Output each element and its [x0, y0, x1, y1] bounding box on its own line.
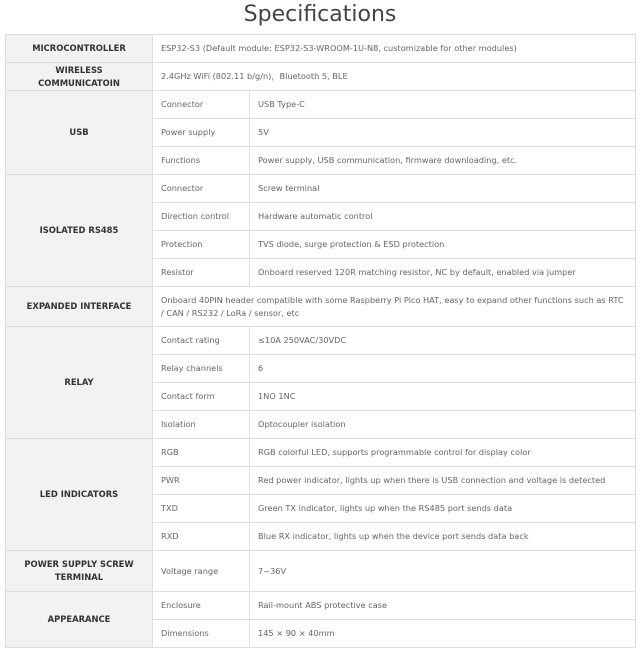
spec-value: 2.4GHz WiFi (802.11 b/g/n)，Bluetooth 5, BLE	[153, 63, 636, 91]
spec-value: ESP32-S3 (Default module: ESP32-S3-WROOM-1U-N8, customizable for other modules)	[153, 35, 636, 63]
spec-value: 6	[250, 355, 636, 383]
spec-label: Protection	[153, 231, 250, 259]
spec-label: Direction control	[153, 203, 250, 231]
spec-row	[6, 439, 636, 467]
spec-value: Rail-mount ABS protective case	[250, 592, 636, 620]
spec-value: Red power indicator, lights up when there is USB connection and voltage is detected	[250, 467, 636, 495]
spec-value: TVS diode, surge protection & ESD protection	[250, 231, 636, 259]
spec-row	[6, 327, 636, 355]
category-power-supply-screw-terminal: POWER SUPPLY SCREW TERMINAL	[6, 551, 153, 592]
spec-row	[6, 35, 636, 63]
spec-value: RGB colorful LED, supports programmable control for display color	[250, 439, 636, 467]
category-usb: USB	[6, 91, 153, 175]
spec-label: PWR	[153, 467, 250, 495]
spec-value: Optocoupler isolation	[250, 411, 636, 439]
spec-value: USB Type-C	[250, 91, 636, 119]
spec-row	[6, 551, 636, 592]
category-relay: RELAY	[6, 327, 153, 439]
spec-row	[6, 91, 636, 119]
spec-value: 1NO 1NC	[250, 383, 636, 411]
spec-row	[6, 63, 636, 91]
spec-label: Dimensions	[153, 620, 250, 648]
category-isolated-rs485: ISOLATED RS485	[6, 175, 153, 287]
spec-row	[6, 287, 636, 327]
category-appearance: APPEARANCE	[6, 592, 153, 648]
spec-label: Isolation	[153, 411, 250, 439]
spec-label: Voltage range	[153, 551, 250, 592]
spec-row	[6, 592, 636, 620]
spec-value: 7~36V	[250, 551, 636, 592]
category-wireless-communicatoin: WIRELESS COMMUNICATOIN	[6, 63, 153, 91]
spec-label: RXD	[153, 523, 250, 551]
spec-label: TXD	[153, 495, 250, 523]
spec-value: Blue RX indicator, lights up when the device port sends data back	[250, 523, 636, 551]
spec-label: Power supply	[153, 119, 250, 147]
spec-label: Enclosure	[153, 592, 250, 620]
spec-value: ≤10A 250VAC/30VDC	[250, 327, 636, 355]
spec-value: Hardware automatic control	[250, 203, 636, 231]
spec-row	[6, 175, 636, 203]
category-led-indicators: LED INDICATORS	[6, 439, 153, 551]
spec-label: Contact form	[153, 383, 250, 411]
page-title: Specifications	[243, 2, 397, 27]
spec-label: Functions	[153, 147, 250, 175]
spec-value: Screw terminal	[250, 175, 636, 203]
spec-value: Power supply, USB communication, firmware downloading, etc.	[250, 147, 636, 175]
spec-label: Connector	[153, 91, 250, 119]
spec-value: Green TX indicator, lights up when the RS485 port sends data	[250, 495, 636, 523]
spec-value: 5V	[250, 119, 636, 147]
spec-label: Connector	[153, 175, 250, 203]
spec-value: Onboard 40PIN header compatible with some Raspberry Pi Pico HAT, easy to expand other functions such as RTC / CAN / RS232 / LoRa / sensor, etc	[153, 287, 636, 327]
category-microcontroller: MICROCONTROLLER	[6, 35, 153, 63]
spec-label: Contact rating	[153, 327, 250, 355]
spec-label: Relay channels	[153, 355, 250, 383]
spec-label: RGB	[153, 439, 250, 467]
spec-value: 145 × 90 × 40mm	[250, 620, 636, 648]
spec-label: Resistor	[153, 259, 250, 287]
spec-value: Onboard reserved 120R matching resistor, NC by default, enabled via jumper	[250, 259, 636, 287]
category-expanded-interface: EXPANDED INTERFACE	[6, 287, 153, 327]
specifications-table	[5, 34, 636, 648]
